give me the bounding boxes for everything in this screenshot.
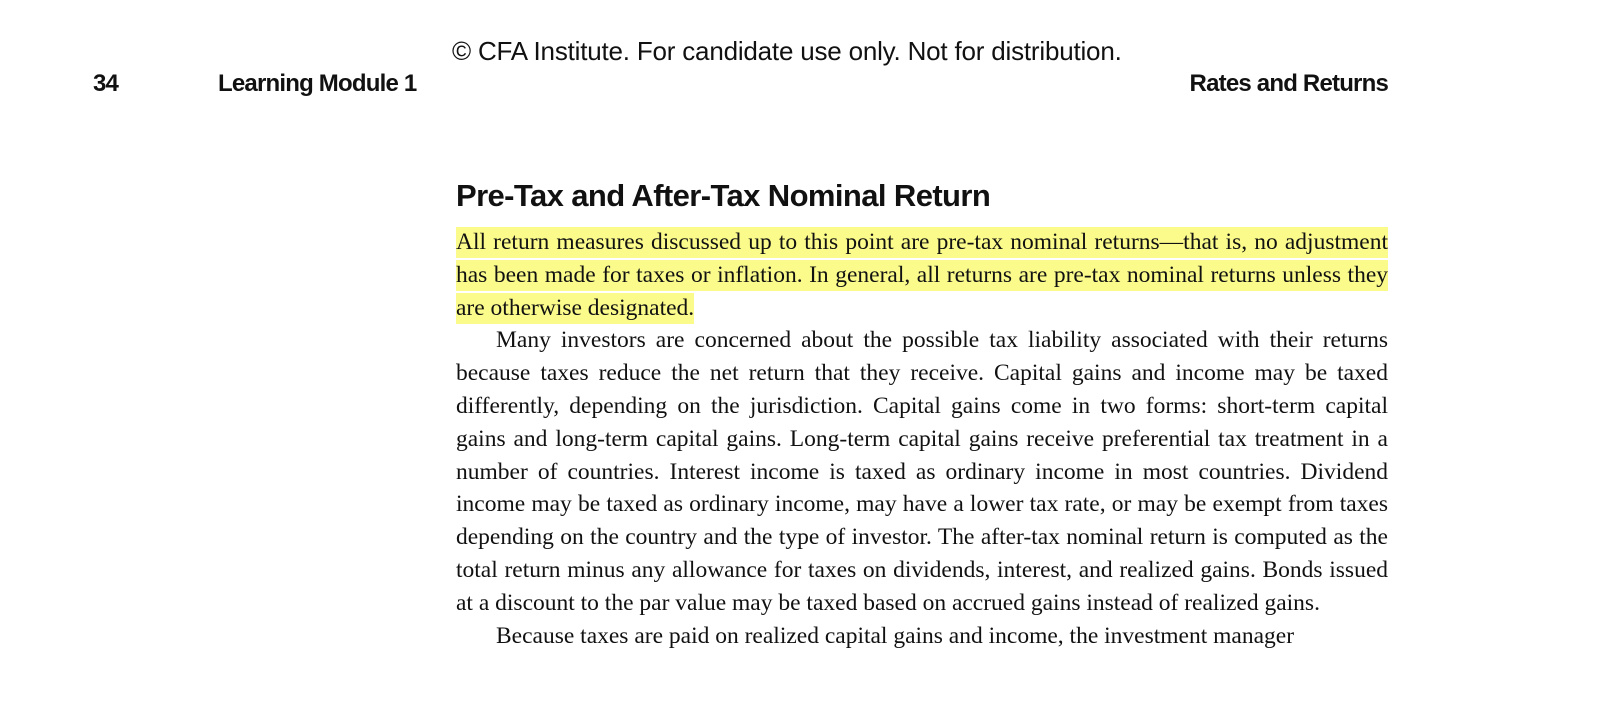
paragraph-continued: Because taxes are paid on realized capital gains and income, the investment manager — [496, 622, 1295, 649]
section-name: Rates and Returns — [1189, 70, 1388, 97]
page-number: 34 — [93, 70, 119, 97]
highlighted-text: All return measures discussed up to this point are pre-tax nominal returns—that is, no adjustment has been made for taxes or inflation. In general, all returns are pre-tax nominal returns unless they are otherwise designated. — [456, 227, 1388, 324]
section-title: Pre-Tax and After-Tax Nominal Return — [456, 178, 991, 213]
module-name: Learning Module 1 — [218, 70, 417, 97]
paragraph-highlighted — [456, 226, 1388, 324]
paragraph: Many investors are concerned about the possible tax liability associated with their returns because taxes reduce the net return that they receive. Capital gains and income may be taxed differently, depending on the jurisdiction. Capital gains come in two forms: short-term capital gains and long-term capital gains. Long-term capital gains receive preferential tax treatment in a number of countries. Interest income is taxed as ordinary income in most countries. Dividend income may be taxed as ordinary income, may have a lower tax rate, or may be exempt from taxes depending on the country and the type of investor. The after-tax nominal return is computed as the total return minus any allowance for taxes on dividends, interest, and realized gains. Bonds issued at a discount to the par value may be taxed based on accrued gains instead of realized gains. — [456, 327, 1388, 616]
watermark: © CFA Institute. For candidate use only. Not for distribution. — [452, 36, 1122, 66]
page-content — [456, 178, 1388, 652]
